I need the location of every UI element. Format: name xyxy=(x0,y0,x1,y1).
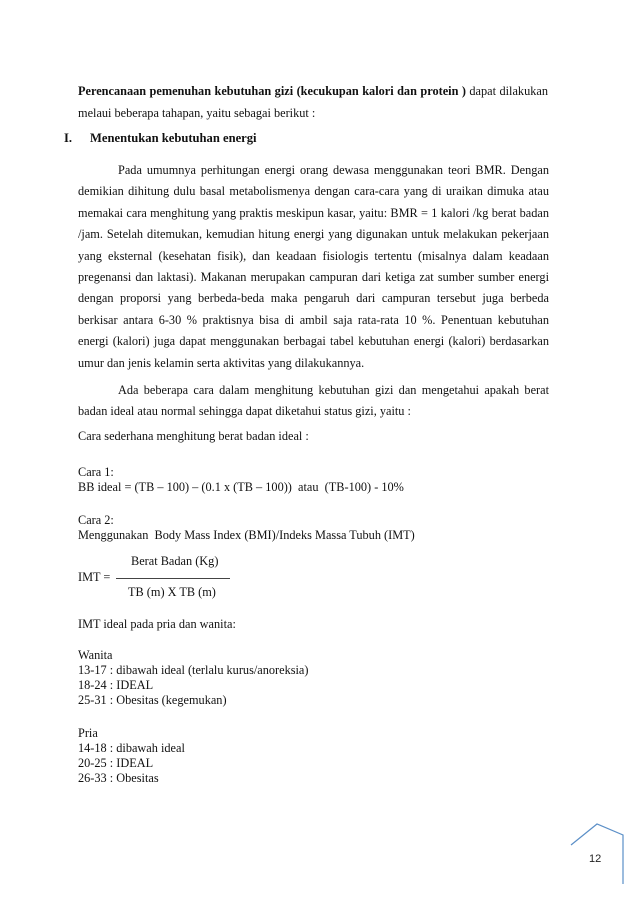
wanita-item: 18-24 : IDEAL xyxy=(78,678,154,692)
paragraph-methods-text: Ada beberapa cara dalam menghitung kebutuhan gizi dan mengetahui apakah berat badan ideal atau normal sehingga dapat diketahui status gizi, yaitu : xyxy=(78,383,549,419)
cara2-title: Cara 2: xyxy=(78,513,114,527)
pria-item: 26-33 : Obesitas xyxy=(78,771,159,785)
cara1-formula: BB ideal = (TB – 100) – (0.1 x (TB – 100)) atau (TB-100) - 10% xyxy=(78,480,404,494)
intro-paragraph xyxy=(78,80,548,124)
cara2-description: Menggunakan Body Mass Index (BMI)/Indeks Massa Tubuh (IMT) xyxy=(78,528,415,542)
imt-denominator: TB (m) X TB (m) xyxy=(128,585,216,599)
wanita-title: Wanita xyxy=(78,648,113,662)
wanita-item: 13-17 : dibawah ideal (terlalu kurus/anoreksia) xyxy=(78,663,309,677)
pria-item: 14-18 : dibawah ideal xyxy=(78,741,185,755)
imt-lhs: IMT = xyxy=(78,570,111,584)
paragraph-energy xyxy=(78,160,549,374)
imt-numerator: Berat Badan (Kg) xyxy=(131,554,219,568)
pria-title: Pria xyxy=(78,726,98,740)
section-title: Menentukan kebutuhan energi xyxy=(90,131,257,145)
wanita-item: 25-31 : Obesitas (kegemukan) xyxy=(78,693,227,707)
imt-heading: IMT ideal pada pria dan wanita: xyxy=(78,617,236,631)
cara1-title: Cara 1: xyxy=(78,465,114,479)
intro-bold-text: Perencanaan pemenuhan kebutuhan gizi (kecukupan kalori dan protein ) xyxy=(78,84,466,98)
intro-rest-text: dapat dilakukan melaui beberapa tahapan, yaitu sebagai berikut : xyxy=(78,84,548,120)
section-number: I. xyxy=(64,131,73,145)
page-number: 12 xyxy=(589,853,602,865)
paragraph-energy-text: Pada umumnya perhitungan energi orang dewasa menggunakan teori BMR. Dengan demikian dihitung dulu basal metabolismenya dengan cara-cara yang di uraikan dimuka atau memakai cara menghitung yang praktis meskipun kasar, yaitu: BMR = 1 kalori /kg berat badan /jam. Setelah ditemukan, kemudian hitung energi yang digunakan untuk melakukan pekerjaan yang eksternal (kesehatan fisik), dan keadaan fisiologis tertentu (misalnya dalam keadaan pregenansi dan laktasi). Makanan merupakan campuran dari ketiga zat sumber sumber energi dengan proporsi yang berbeda-beda maka pengaruh dari campuran tersebut juga berbeda berkisar antara 6-30 % praktisnya bisa di ambil saja rata-rata 10 %. Penentuan kebutuhan energi (kalori) juga dapat menggunakan berbagai tabel kebutuhan energi (kalori) berdasarkan umur dan jenis kelamin serta aktivitas yang dilakukannya. xyxy=(78,163,549,370)
paragraph-methods xyxy=(78,380,549,423)
fraction-bar xyxy=(116,578,230,579)
pria-item: 20-25 : IDEAL xyxy=(78,756,154,770)
section-heading xyxy=(64,131,257,146)
simple-way-label: Cara sederhana menghitung berat badan ideal : xyxy=(78,429,309,443)
